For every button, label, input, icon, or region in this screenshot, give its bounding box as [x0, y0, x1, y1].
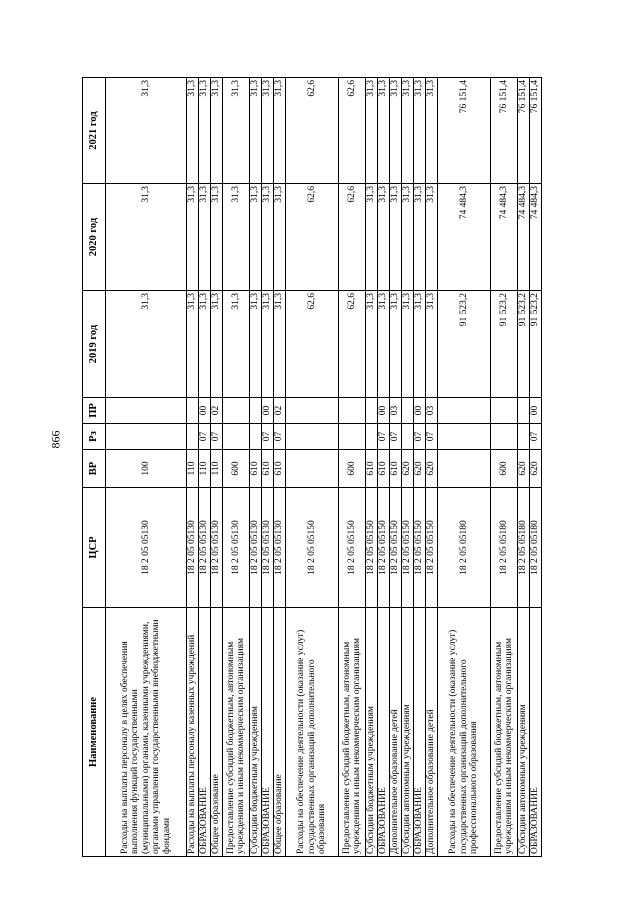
- cell-pr: [339, 398, 366, 424]
- cell-name: ОБРАЗОВАНИЕ: [414, 608, 426, 857]
- cell-rz: 07: [426, 424, 438, 450]
- cell-vr: 100: [106, 450, 187, 488]
- cell-y2021: 31,3: [106, 78, 187, 184]
- cell-rz: [187, 424, 199, 450]
- cell-y2020: 62,6: [339, 184, 366, 291]
- cell-rz: [491, 424, 518, 450]
- cell-vr: 610: [274, 450, 286, 488]
- cell-y2019: 91 523,2: [491, 291, 518, 398]
- table-row: [491, 78, 518, 857]
- table-row: [402, 78, 414, 857]
- cell-y2020: 31,3: [414, 184, 426, 291]
- cell-name: Предоставление субсидий бюджетным, автономным учреждениям и иным некоммерческим организациям: [339, 608, 366, 857]
- cell-y2019: 91 523,2: [518, 291, 530, 398]
- cell-y2021: 31,3: [250, 78, 262, 184]
- cell-csr: 18 2 05 05180: [438, 488, 491, 608]
- cell-pr: [187, 398, 199, 424]
- cell-rz: 07: [378, 424, 390, 450]
- cell-csr: 18 2 05 05150: [286, 488, 339, 608]
- table-body: [106, 78, 542, 857]
- cell-y2021: 31,3: [414, 78, 426, 184]
- cell-y2021: 31,3: [402, 78, 414, 184]
- cell-csr: 18 2 05 05130: [211, 488, 223, 608]
- table-row: [187, 78, 199, 857]
- table-row: [250, 78, 262, 857]
- page-number: 866: [48, 430, 63, 449]
- cell-csr: 18 2 05 05130: [250, 488, 262, 608]
- cell-y2020: 31,3: [262, 184, 274, 291]
- cell-csr: 18 2 05 05130: [223, 488, 250, 608]
- cell-vr: 600: [491, 450, 518, 488]
- cell-name: ОБРАЗОВАНИЕ: [378, 608, 390, 857]
- cell-name: Дополнительное образование детей: [426, 608, 438, 857]
- cell-csr: 18 2 05 05150: [426, 488, 438, 608]
- cell-vr: 110: [187, 450, 199, 488]
- table-row: [199, 78, 211, 857]
- cell-vr: 620: [414, 450, 426, 488]
- cell-name: Расходы на выплаты персоналу казенных учреждений: [187, 608, 199, 857]
- table-row: [390, 78, 402, 857]
- table-row: [518, 78, 530, 857]
- cell-name: Расходы на обеспечение деятельности (оказание услуг) государственных организаций дополнительного профессионального образования: [438, 608, 491, 857]
- cell-csr: 18 2 05 05130: [199, 488, 211, 608]
- header-2020: 2020 год: [83, 184, 106, 291]
- cell-pr: 02: [274, 398, 286, 424]
- cell-csr: 18 2 05 05150: [366, 488, 378, 608]
- cell-y2019: 31,3: [250, 291, 262, 398]
- budget-table-container: [82, 78, 561, 857]
- table-row: [223, 78, 250, 857]
- cell-y2020: 62,6: [286, 184, 339, 291]
- cell-pr: 00: [530, 398, 542, 424]
- cell-y2020: 74 484,3: [438, 184, 491, 291]
- table-row: [366, 78, 378, 857]
- cell-csr: 18 2 05 05180: [491, 488, 518, 608]
- cell-rz: 07: [414, 424, 426, 450]
- cell-vr: 610: [390, 450, 402, 488]
- cell-rz: [438, 424, 491, 450]
- cell-y2021: 31,3: [426, 78, 438, 184]
- cell-csr: 18 2 05 05150: [339, 488, 366, 608]
- cell-name: Субсидии автономным учреждениям: [402, 608, 414, 857]
- cell-y2020: 31,3: [402, 184, 414, 291]
- cell-y2019: 31,3: [211, 291, 223, 398]
- cell-rz: [518, 424, 530, 450]
- cell-name: ОБРАЗОВАНИЕ: [262, 608, 274, 857]
- table-row: [339, 78, 366, 857]
- cell-vr: 620: [426, 450, 438, 488]
- cell-y2020: 74 484,3: [491, 184, 518, 291]
- cell-pr: [518, 398, 530, 424]
- cell-pr: 00: [262, 398, 274, 424]
- cell-rz: [366, 424, 378, 450]
- cell-y2021: 31,3: [199, 78, 211, 184]
- header-vr: ВР: [83, 450, 106, 488]
- cell-rz: [250, 424, 262, 450]
- cell-name: Общее образование: [274, 608, 286, 857]
- table-row: [378, 78, 390, 857]
- header-pr: ПР: [83, 398, 106, 424]
- header-rz: Рз: [83, 424, 106, 450]
- cell-y2019: 31,3: [414, 291, 426, 398]
- header-name: Наименование: [83, 608, 106, 857]
- cell-csr: 18 2 05 05130: [262, 488, 274, 608]
- cell-pr: [286, 398, 339, 424]
- cell-y2021: 31,3: [211, 78, 223, 184]
- table-row: [262, 78, 274, 857]
- cell-y2021: 31,3: [274, 78, 286, 184]
- cell-pr: [366, 398, 378, 424]
- cell-rz: 07: [530, 424, 542, 450]
- header-2021: 2021 год: [83, 78, 106, 184]
- cell-pr: 03: [390, 398, 402, 424]
- cell-csr: 18 2 05 05150: [390, 488, 402, 608]
- cell-y2019: 31,3: [274, 291, 286, 398]
- cell-pr: 00: [378, 398, 390, 424]
- cell-y2019: 31,3: [390, 291, 402, 398]
- cell-y2020: 74 484,3: [530, 184, 542, 291]
- cell-y2019: 62,6: [286, 291, 339, 398]
- cell-pr: [402, 398, 414, 424]
- cell-y2021: 31,3: [262, 78, 274, 184]
- budget-table: [82, 77, 542, 857]
- cell-pr: [106, 398, 187, 424]
- cell-pr: 00: [199, 398, 211, 424]
- cell-name: Расходы на выплаты персоналу в целях обеспечения выполнения функций государственными (муниципальными) органами, казенными учреждениями, органами управления государственными внебюджетными фондами: [106, 608, 187, 857]
- cell-y2019: 31,3: [366, 291, 378, 398]
- table-row: [106, 78, 187, 857]
- cell-y2019: 91 523,2: [530, 291, 542, 398]
- cell-rz: [286, 424, 339, 450]
- cell-y2019: 31,3: [187, 291, 199, 398]
- cell-vr: 600: [339, 450, 366, 488]
- cell-y2019: 31,3: [426, 291, 438, 398]
- cell-vr: [438, 450, 491, 488]
- cell-y2020: 31,3: [390, 184, 402, 291]
- cell-y2021: 31,3: [223, 78, 250, 184]
- cell-csr: 18 2 05 05150: [378, 488, 390, 608]
- cell-vr: 110: [199, 450, 211, 488]
- cell-vr: 110: [211, 450, 223, 488]
- cell-pr: [491, 398, 518, 424]
- table-row: [426, 78, 438, 857]
- header-2019: 2019 год: [83, 291, 106, 398]
- cell-y2021: 76 151,4: [438, 78, 491, 184]
- cell-csr: 18 2 05 05180: [518, 488, 530, 608]
- cell-y2020: 31,3: [378, 184, 390, 291]
- cell-name: Субсидии бюджетным учреждениям: [250, 608, 262, 857]
- cell-name: Предоставление субсидий бюджетным, автономным учреждениям и иным некоммерческим организациям: [491, 608, 518, 857]
- cell-rz: 07: [262, 424, 274, 450]
- cell-name: Дополнительное образование детей: [390, 608, 402, 857]
- header-row: [83, 78, 106, 857]
- cell-y2021: 31,3: [378, 78, 390, 184]
- cell-y2019: 31,3: [262, 291, 274, 398]
- cell-y2021: 76 151,4: [491, 78, 518, 184]
- cell-rz: [223, 424, 250, 450]
- table-row: [438, 78, 491, 857]
- cell-vr: [286, 450, 339, 488]
- cell-y2020: 31,3: [106, 184, 187, 291]
- cell-rz: 07: [211, 424, 223, 450]
- cell-rz: 07: [274, 424, 286, 450]
- cell-pr: 00: [414, 398, 426, 424]
- cell-name: Общее образование: [211, 608, 223, 857]
- cell-name: Субсидии бюджетным учреждениям: [366, 608, 378, 857]
- cell-y2021: 76 151,4: [530, 78, 542, 184]
- cell-name: Предоставление субсидий бюджетным, автономным учреждениям и иным некоммерческим организациям: [223, 608, 250, 857]
- cell-vr: 620: [518, 450, 530, 488]
- cell-vr: 610: [250, 450, 262, 488]
- cell-y2020: 31,3: [211, 184, 223, 291]
- table-row: [530, 78, 542, 857]
- cell-name: Субсидии автономным учреждениям: [518, 608, 530, 857]
- cell-y2019: 91 523,2: [438, 291, 491, 398]
- cell-y2021: 62,6: [339, 78, 366, 184]
- table-row: [414, 78, 426, 857]
- cell-y2021: 31,3: [187, 78, 199, 184]
- cell-name: Расходы на обеспечение деятельности (оказание услуг) государственных организаций дополнительного образования: [286, 608, 339, 857]
- cell-y2019: 62,6: [339, 291, 366, 398]
- table-row: [211, 78, 223, 857]
- cell-pr: 03: [426, 398, 438, 424]
- cell-y2021: 62,6: [286, 78, 339, 184]
- cell-csr: 18 2 05 05130: [106, 488, 187, 608]
- cell-y2020: 31,3: [366, 184, 378, 291]
- cell-y2019: 31,3: [106, 291, 187, 398]
- table-row: [274, 78, 286, 857]
- header-csr: ЦСР: [83, 488, 106, 608]
- table-row: [286, 78, 339, 857]
- cell-y2020: 31,3: [187, 184, 199, 291]
- cell-y2019: 31,3: [402, 291, 414, 398]
- cell-y2021: 76 151,4: [518, 78, 530, 184]
- cell-vr: 620: [402, 450, 414, 488]
- cell-pr: [438, 398, 491, 424]
- cell-y2019: 31,3: [223, 291, 250, 398]
- cell-csr: 18 2 05 05150: [414, 488, 426, 608]
- cell-csr: 18 2 05 05130: [187, 488, 199, 608]
- cell-y2020: 31,3: [250, 184, 262, 291]
- cell-rz: [339, 424, 366, 450]
- cell-name: ОБРАЗОВАНИЕ: [199, 608, 211, 857]
- cell-y2021: 31,3: [366, 78, 378, 184]
- cell-pr: [223, 398, 250, 424]
- cell-y2020: 31,3: [426, 184, 438, 291]
- cell-csr: 18 2 05 05180: [530, 488, 542, 608]
- cell-rz: [106, 424, 187, 450]
- cell-pr: 02: [211, 398, 223, 424]
- cell-y2019: 31,3: [199, 291, 211, 398]
- cell-csr: 18 2 05 05130: [274, 488, 286, 608]
- cell-csr: 18 2 05 05150: [402, 488, 414, 608]
- cell-vr: 610: [378, 450, 390, 488]
- cell-y2020: 31,3: [223, 184, 250, 291]
- cell-y2020: 31,3: [274, 184, 286, 291]
- cell-rz: [402, 424, 414, 450]
- cell-vr: 620: [530, 450, 542, 488]
- cell-pr: [250, 398, 262, 424]
- cell-vr: 600: [223, 450, 250, 488]
- cell-y2020: 31,3: [199, 184, 211, 291]
- cell-y2019: 31,3: [378, 291, 390, 398]
- cell-rz: 07: [199, 424, 211, 450]
- cell-rz: 07: [390, 424, 402, 450]
- cell-vr: 610: [366, 450, 378, 488]
- cell-y2021: 31,3: [390, 78, 402, 184]
- cell-name: ОБРАЗОВАНИЕ: [530, 608, 542, 857]
- cell-vr: 610: [262, 450, 274, 488]
- cell-y2020: 74 484,3: [518, 184, 530, 291]
